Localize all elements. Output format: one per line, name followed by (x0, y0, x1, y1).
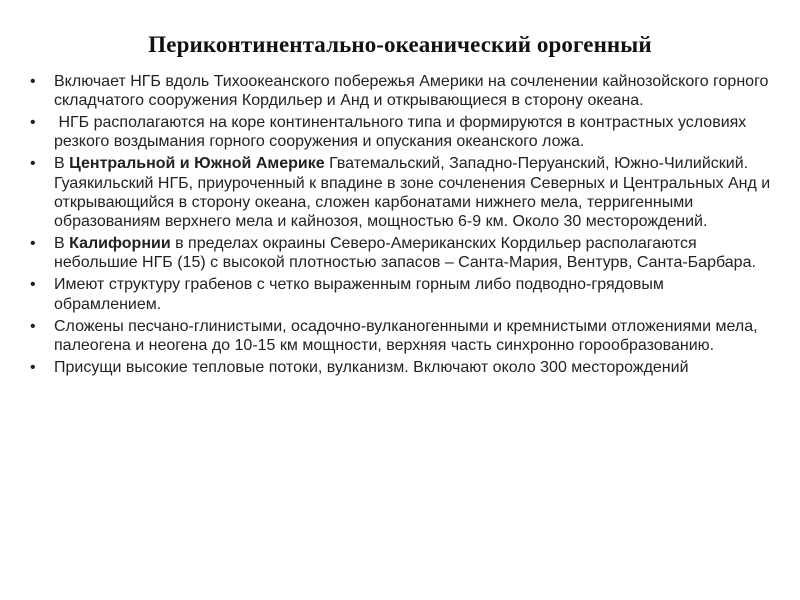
bullet-item (28, 275, 773, 314)
bullet-icon: • (30, 358, 36, 376)
bullet-text-bold: Калифорнии (69, 235, 171, 253)
bullet-text: Включает НГБ вдоль Тихоокеанского побережья Америки на сочленении кайнозойского горного складчатого сооружения Кордильер и Анд и открывающиеся в сторону океана. (54, 73, 769, 110)
bullet-text-rest: Гватемальский, Западно-Перуанский, Южно-Чилийский. Гуаякильский НГБ, приуроченный к впадине в зоне сочленения Северных и Центральных Анд и открывающийся в сторону океана, сложен карбонатами нижнего мела, терригенными образованиям верхнего мела и кайнозоя, мощностью 6-9 км. Около 30 месторождений. (54, 155, 775, 231)
slide-title: Периконтинентально-океанический орогенный (148, 32, 652, 57)
bullet-text-bold: Центральной и Южной Америке (69, 155, 325, 173)
bullet-icon: • (30, 317, 36, 335)
bullet-item (28, 154, 773, 231)
bullet-text: НГБ располагаются на коре континентального типа и формируются в контрастных условиях резкого воздымания горного сооружения и опускания океанского ложа. (54, 114, 751, 151)
bullet-icon: • (30, 114, 36, 132)
bullet-icon: • (30, 73, 36, 90)
bullet-text-prefix: В (54, 235, 70, 253)
bullet-text-prefix: В (54, 155, 70, 173)
bullet-text: Присущи высокие тепловые потоки, вулканизм. Включают около 300 месторождений (54, 358, 689, 376)
bullet-item (28, 72, 773, 111)
bullet-text-rest: в пределах окраины Северо-Американских Кордильер располагаются небольшие НГБ (15) с высокой плотностью запасов – Санта-Мария, Вентурв, Санта-Барбара. (54, 235, 756, 272)
bullet-item (28, 113, 773, 152)
bullet-item (28, 317, 773, 356)
bullet-text: Имеют структуру грабенов с четко выраженным горным либо подводно-грядовым обрамлением. (54, 276, 664, 313)
bullet-item (28, 358, 773, 377)
bullet-icon: • (30, 235, 36, 253)
bullet-list (28, 72, 773, 380)
bullet-item (28, 234, 773, 273)
bullet-icon: • (30, 276, 36, 294)
bullet-text: Сложены песчано-глинистыми, осадочно-вулканогенными и кремнистыми отложениями мела, палеогена и неогена до 10-15 км мощности, верхняя часть синхронно горообразованию. (54, 317, 758, 354)
bullet-icon: • (30, 155, 36, 173)
